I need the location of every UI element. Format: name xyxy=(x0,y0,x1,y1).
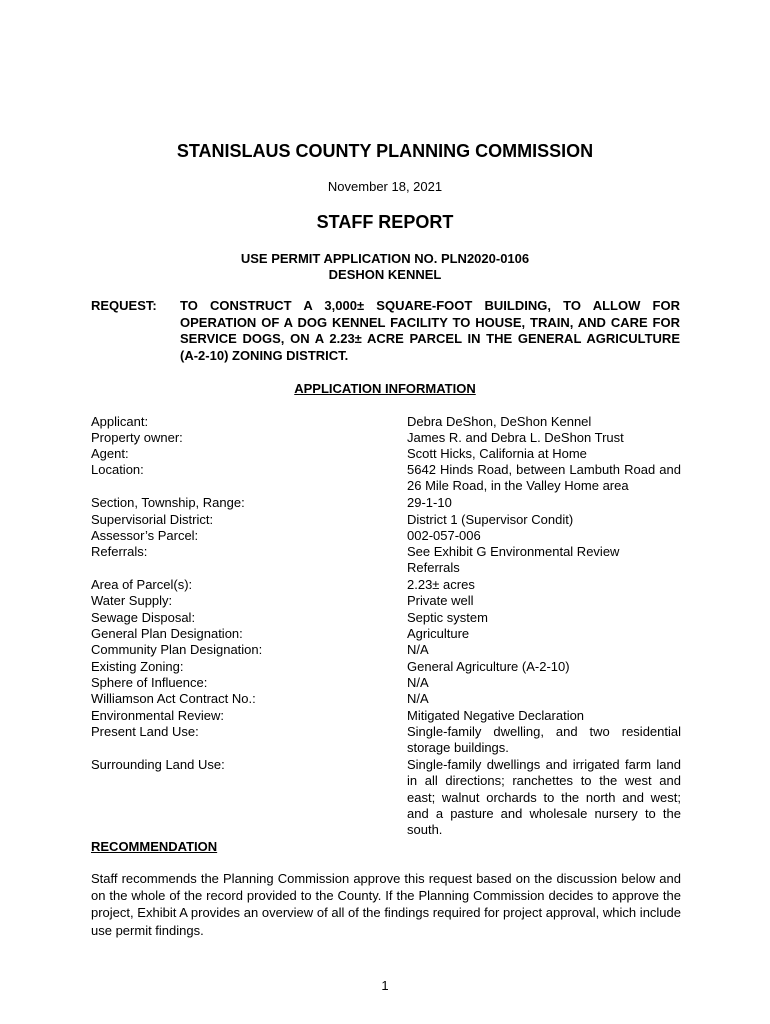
request-label: REQUEST: xyxy=(91,298,157,313)
info-value-sewage-disposal: Septic system xyxy=(407,610,488,625)
info-value-agent: Scott Hicks, California at Home xyxy=(407,446,587,461)
info-label-sewage-disposal: Sewage Disposal: xyxy=(91,610,196,625)
info-label-surrounding-land-use: Surrounding Land Use: xyxy=(91,757,225,772)
page-title: STANISLAUS COUNTY PLANNING COMMISSION xyxy=(176,141,594,161)
info-label-general-plan: General Plan Designation: xyxy=(91,626,243,641)
info-value-assessors-parcel: 002-057-006 xyxy=(407,528,481,543)
info-label-property-owner: Property owner: xyxy=(91,430,183,445)
recommendation-heading: RECOMMENDATION xyxy=(91,839,218,854)
info-label-supervisorial-district: Supervisorial District: xyxy=(91,512,214,527)
info-label-referrals: Referrals: xyxy=(91,544,148,559)
report-date: November 18, 2021 xyxy=(327,179,443,194)
info-value-applicant: Debra DeShon, DeShon Kennel xyxy=(407,414,592,429)
info-value-surrounding-land-use: Single-family dwellings and irrigated farm land in all directions; ranchettes to the west and east; walnut orchards to the north and west; and a pasture and wholesale nursery to the south. xyxy=(407,757,681,838)
info-label-agent: Agent: xyxy=(91,446,129,461)
info-value-williamson-act: N/A xyxy=(407,691,429,706)
info-value-water-supply: Private well xyxy=(407,593,474,608)
info-label-sphere-of-influence: Sphere of Influence: xyxy=(91,675,208,690)
info-value-property-owner: James R. and Debra L. DeShon Trust xyxy=(407,430,624,445)
info-value-sphere-of-influence: N/A xyxy=(407,675,429,690)
info-value-general-plan: Agriculture xyxy=(407,626,470,641)
info-value-location: 5642 Hinds Road, between Lambuth Road and 26 Mile Road, in the Valley Home area xyxy=(407,462,681,494)
info-label-present-land-use: Present Land Use: xyxy=(91,724,199,739)
info-label-environmental-review: Environmental Review: xyxy=(91,708,224,723)
info-value-supervisorial-district: District 1 (Supervisor Condit) xyxy=(407,512,574,527)
info-value-present-land-use: Single-family dwelling, and two residential storage buildings. xyxy=(407,724,681,756)
report-title: STAFF REPORT xyxy=(316,212,454,232)
info-label-location: Location: xyxy=(91,462,144,477)
request-text: TO CONSTRUCT A 3,000± SQUARE-FOOT BUILDING, TO ALLOW FOR OPERATION OF A DOG KENNEL FACILITY TO HOUSE, TRAIN, AND CARE FOR SERVICE DOGS, ON A 2.23± ACRE PARCEL IN THE GENERAL AGRICULTURE (A-2-10) ZONING DISTRICT. xyxy=(180,298,680,363)
info-label-assessors-parcel: Assessor’s Parcel: xyxy=(91,528,199,543)
info-label-section-township-range: Section, Township, Range: xyxy=(91,495,245,510)
info-label-community-plan: Community Plan Designation: xyxy=(91,642,263,657)
info-label-area-of-parcels: Area of Parcel(s): xyxy=(91,577,193,592)
info-value-environmental-review: Mitigated Negative Declaration xyxy=(407,708,585,723)
info-value-section-township-range: 29-1-10 xyxy=(407,495,452,510)
info-label-existing-zoning: Existing Zoning: xyxy=(91,659,184,674)
info-value-referrals: See Exhibit G Environmental Review Referrals xyxy=(407,544,620,576)
info-label-williamson-act: Williamson Act Contract No.: xyxy=(91,691,256,706)
info-label-applicant: Applicant: xyxy=(91,414,149,429)
applicant-name-heading: DESHON KENNEL xyxy=(328,267,442,282)
application-number: USE PERMIT APPLICATION NO. PLN2020-0106 xyxy=(240,251,530,266)
info-value-community-plan: N/A xyxy=(407,642,429,657)
info-value-area-of-parcels: 2.23± acres xyxy=(407,577,475,592)
page-number: 1 xyxy=(381,978,389,993)
recommendation-text: Staff recommends the Planning Commission approve this request based on the discussion below and on the whole of the record provided to the County. If the Planning Commission decides to approve the project, Exhibit A provides an overview of all of the findings required for project approval, which include use permit findings. xyxy=(91,871,681,938)
info-label-water-supply: Water Supply: xyxy=(91,593,173,608)
application-info-heading: APPLICATION INFORMATION xyxy=(294,381,476,396)
info-value-existing-zoning: General Agriculture (A-2-10) xyxy=(407,659,570,674)
